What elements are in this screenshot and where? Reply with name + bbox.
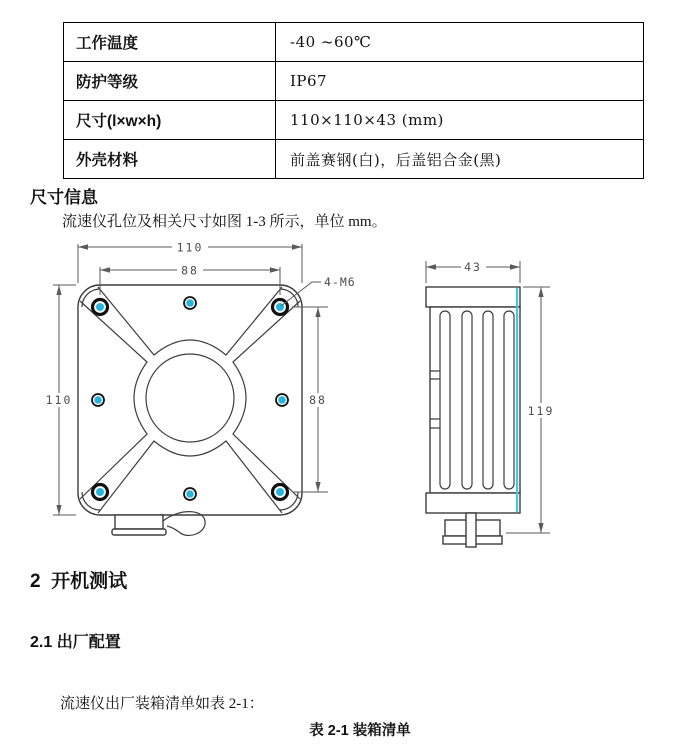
table-row <box>64 140 644 179</box>
table-caption: 表 2-1 装箱清单 <box>309 723 411 739</box>
table-row <box>64 101 644 140</box>
svg-text:4-M6: 4-M6 <box>324 275 356 289</box>
hole-fill <box>96 488 104 496</box>
section-heading-dimensions: 尺寸信息 <box>30 188 98 207</box>
side-connector <box>443 513 502 547</box>
svg-text:43: 43 <box>464 260 482 274</box>
svg-text:88: 88 <box>309 393 327 407</box>
packing-paragraph: 流速仪出厂装箱清单如表 2-1： <box>60 696 264 712</box>
spec-table <box>63 22 644 179</box>
hole-fill <box>276 488 284 496</box>
spec-value: IP67 <box>276 62 644 101</box>
side-view-drawing <box>410 243 570 555</box>
chapter-heading: 2 开机测试 <box>30 571 128 592</box>
hole-fill <box>94 396 102 404</box>
spec-value: -40 ~60℃ <box>276 23 644 62</box>
side-bottom-cap <box>426 493 520 513</box>
dimension-paragraph: 流速仪孔位及相关尺寸如图 1-3 所示，单位 mm。 <box>62 214 387 230</box>
svg-text:110: 110 <box>45 393 73 407</box>
spec-label: 防护等级 <box>64 62 276 101</box>
svg-text:88: 88 <box>181 263 199 278</box>
spec-label: 工作温度 <box>64 23 276 62</box>
spec-value: 前盖赛钢(白)，后盖铝合金(黑) <box>276 140 644 179</box>
side-top-cap <box>426 287 520 307</box>
dim-overall-height <box>44 285 76 515</box>
front-view-drawing <box>40 243 360 555</box>
table-row <box>64 62 644 101</box>
side-body <box>430 307 520 493</box>
svg-text:119: 119 <box>527 404 555 418</box>
table-row <box>64 23 644 62</box>
dim-depth <box>426 260 520 283</box>
hole-fill <box>278 396 286 404</box>
svg-text:110: 110 <box>176 243 204 255</box>
front-body <box>78 285 302 515</box>
hole-fill <box>186 490 194 498</box>
subsection-heading: 2.1 出厂配置 <box>30 634 121 651</box>
spec-value: 110×110×43 (mm) <box>276 101 644 140</box>
hole-fill <box>96 303 104 311</box>
spec-label: 外壳材料 <box>64 140 276 179</box>
hole-fill <box>186 299 194 307</box>
spec-label: 尺寸(l×w×h) <box>64 101 276 140</box>
